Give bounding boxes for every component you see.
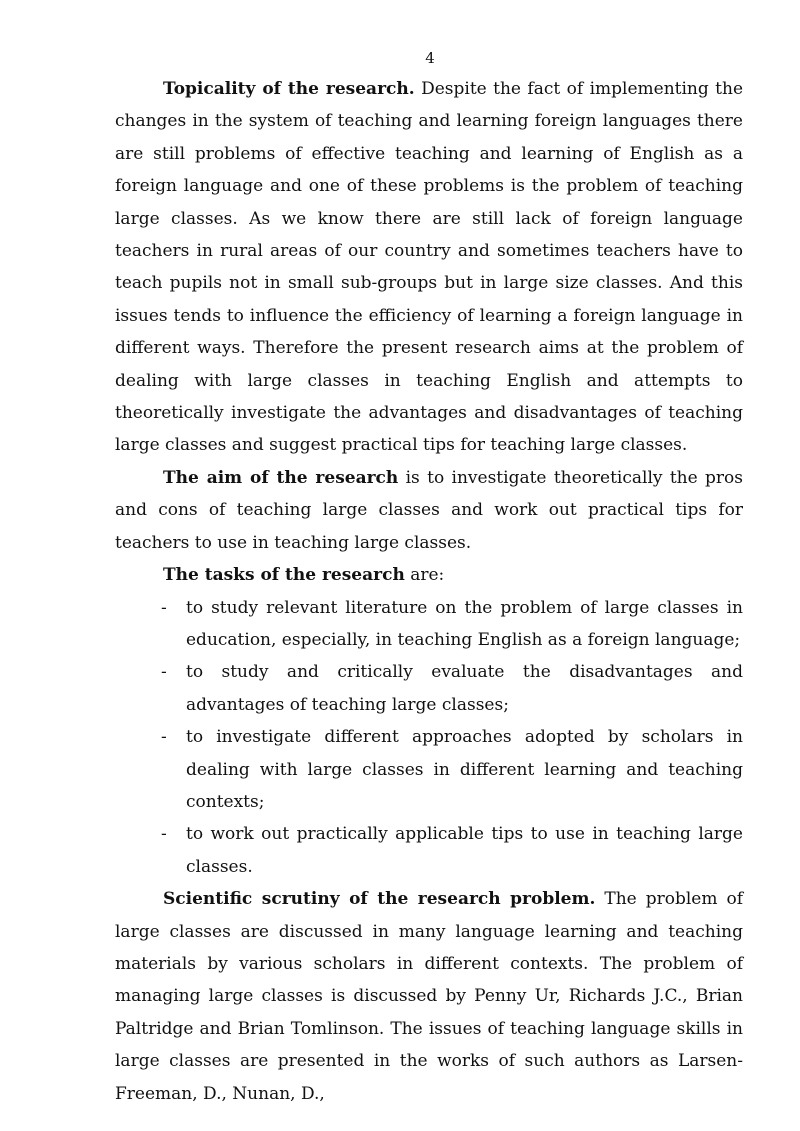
scrutiny-paragraph bbox=[115, 883, 743, 1110]
aim-text: is to investigate theoretically the pros and cons of teaching large classes and work out practical tips for teachers to use in teaching large classes. bbox=[115, 467, 744, 553]
list-bullet: - bbox=[161, 597, 167, 618]
topicality-text: Despite the fact of implementing the changes in the system of teaching and learning foreign languages there are still problems of effective teaching and learning of English as a foreign language and one of these problems is the problem of teaching large classes. As we know there are still lack of foreign language teachers in rural areas of our country and sometimes teachers have to teach pupils not in small sub-groups but in large size classes. And this issues tends to influence the efficiency of learning a foreign language in different ways. Therefore the present research aims at the problem of dealing with large classes in teaching English and attempts to theoretically investigate the advantages and disadvantages of teaching large classes and suggest practical tips for teaching large classes. bbox=[115, 79, 744, 456]
topicality-heading: Topicality of the research. bbox=[163, 79, 415, 99]
list-item-text: to investigate different approaches adopted by scholars in dealing with large classes in different learning and teaching contexts; bbox=[186, 727, 743, 812]
aim-heading: The aim of the research bbox=[163, 467, 399, 488]
tasks-list bbox=[115, 592, 743, 884]
page-number: 4 bbox=[425, 49, 435, 67]
document-body bbox=[115, 73, 743, 1110]
aim-paragraph bbox=[115, 462, 743, 559]
list-item bbox=[115, 818, 743, 883]
list-item bbox=[115, 721, 743, 818]
scrutiny-heading: Scientific scrutiny of the research problem. bbox=[163, 889, 596, 910]
scrutiny-text: The problem of large classes are discussed in many language learning and teaching materials by various scholars in different contexts. The problem of managing large classes is discussed by Penny Ur, Richards J.C., Brian Paltridge and Brian Tomlinson. The issues of teaching language skills in large classes are presented in the works of such authors as Larsen-Freeman, D., Nunan, D., bbox=[115, 889, 743, 1104]
tasks-text: are: bbox=[404, 565, 445, 586]
list-bullet: - bbox=[161, 727, 167, 748]
list-item-text: to work out practically applicable tips to use in teaching large classes. bbox=[186, 824, 743, 877]
tasks-heading: The tasks of the research bbox=[163, 565, 405, 586]
list-item bbox=[115, 592, 743, 657]
list-item-text: to study and critically evaluate the disadvantages and advantages of teaching large classes; bbox=[186, 662, 743, 715]
list-item bbox=[115, 656, 743, 721]
tasks-paragraph bbox=[115, 559, 743, 591]
list-bullet: - bbox=[161, 662, 167, 683]
list-bullet: - bbox=[161, 824, 167, 845]
topicality-paragraph bbox=[115, 73, 743, 462]
list-item-text: to study relevant literature on the problem of large classes in education, especially, in teaching English as a foreign language; bbox=[186, 597, 743, 650]
